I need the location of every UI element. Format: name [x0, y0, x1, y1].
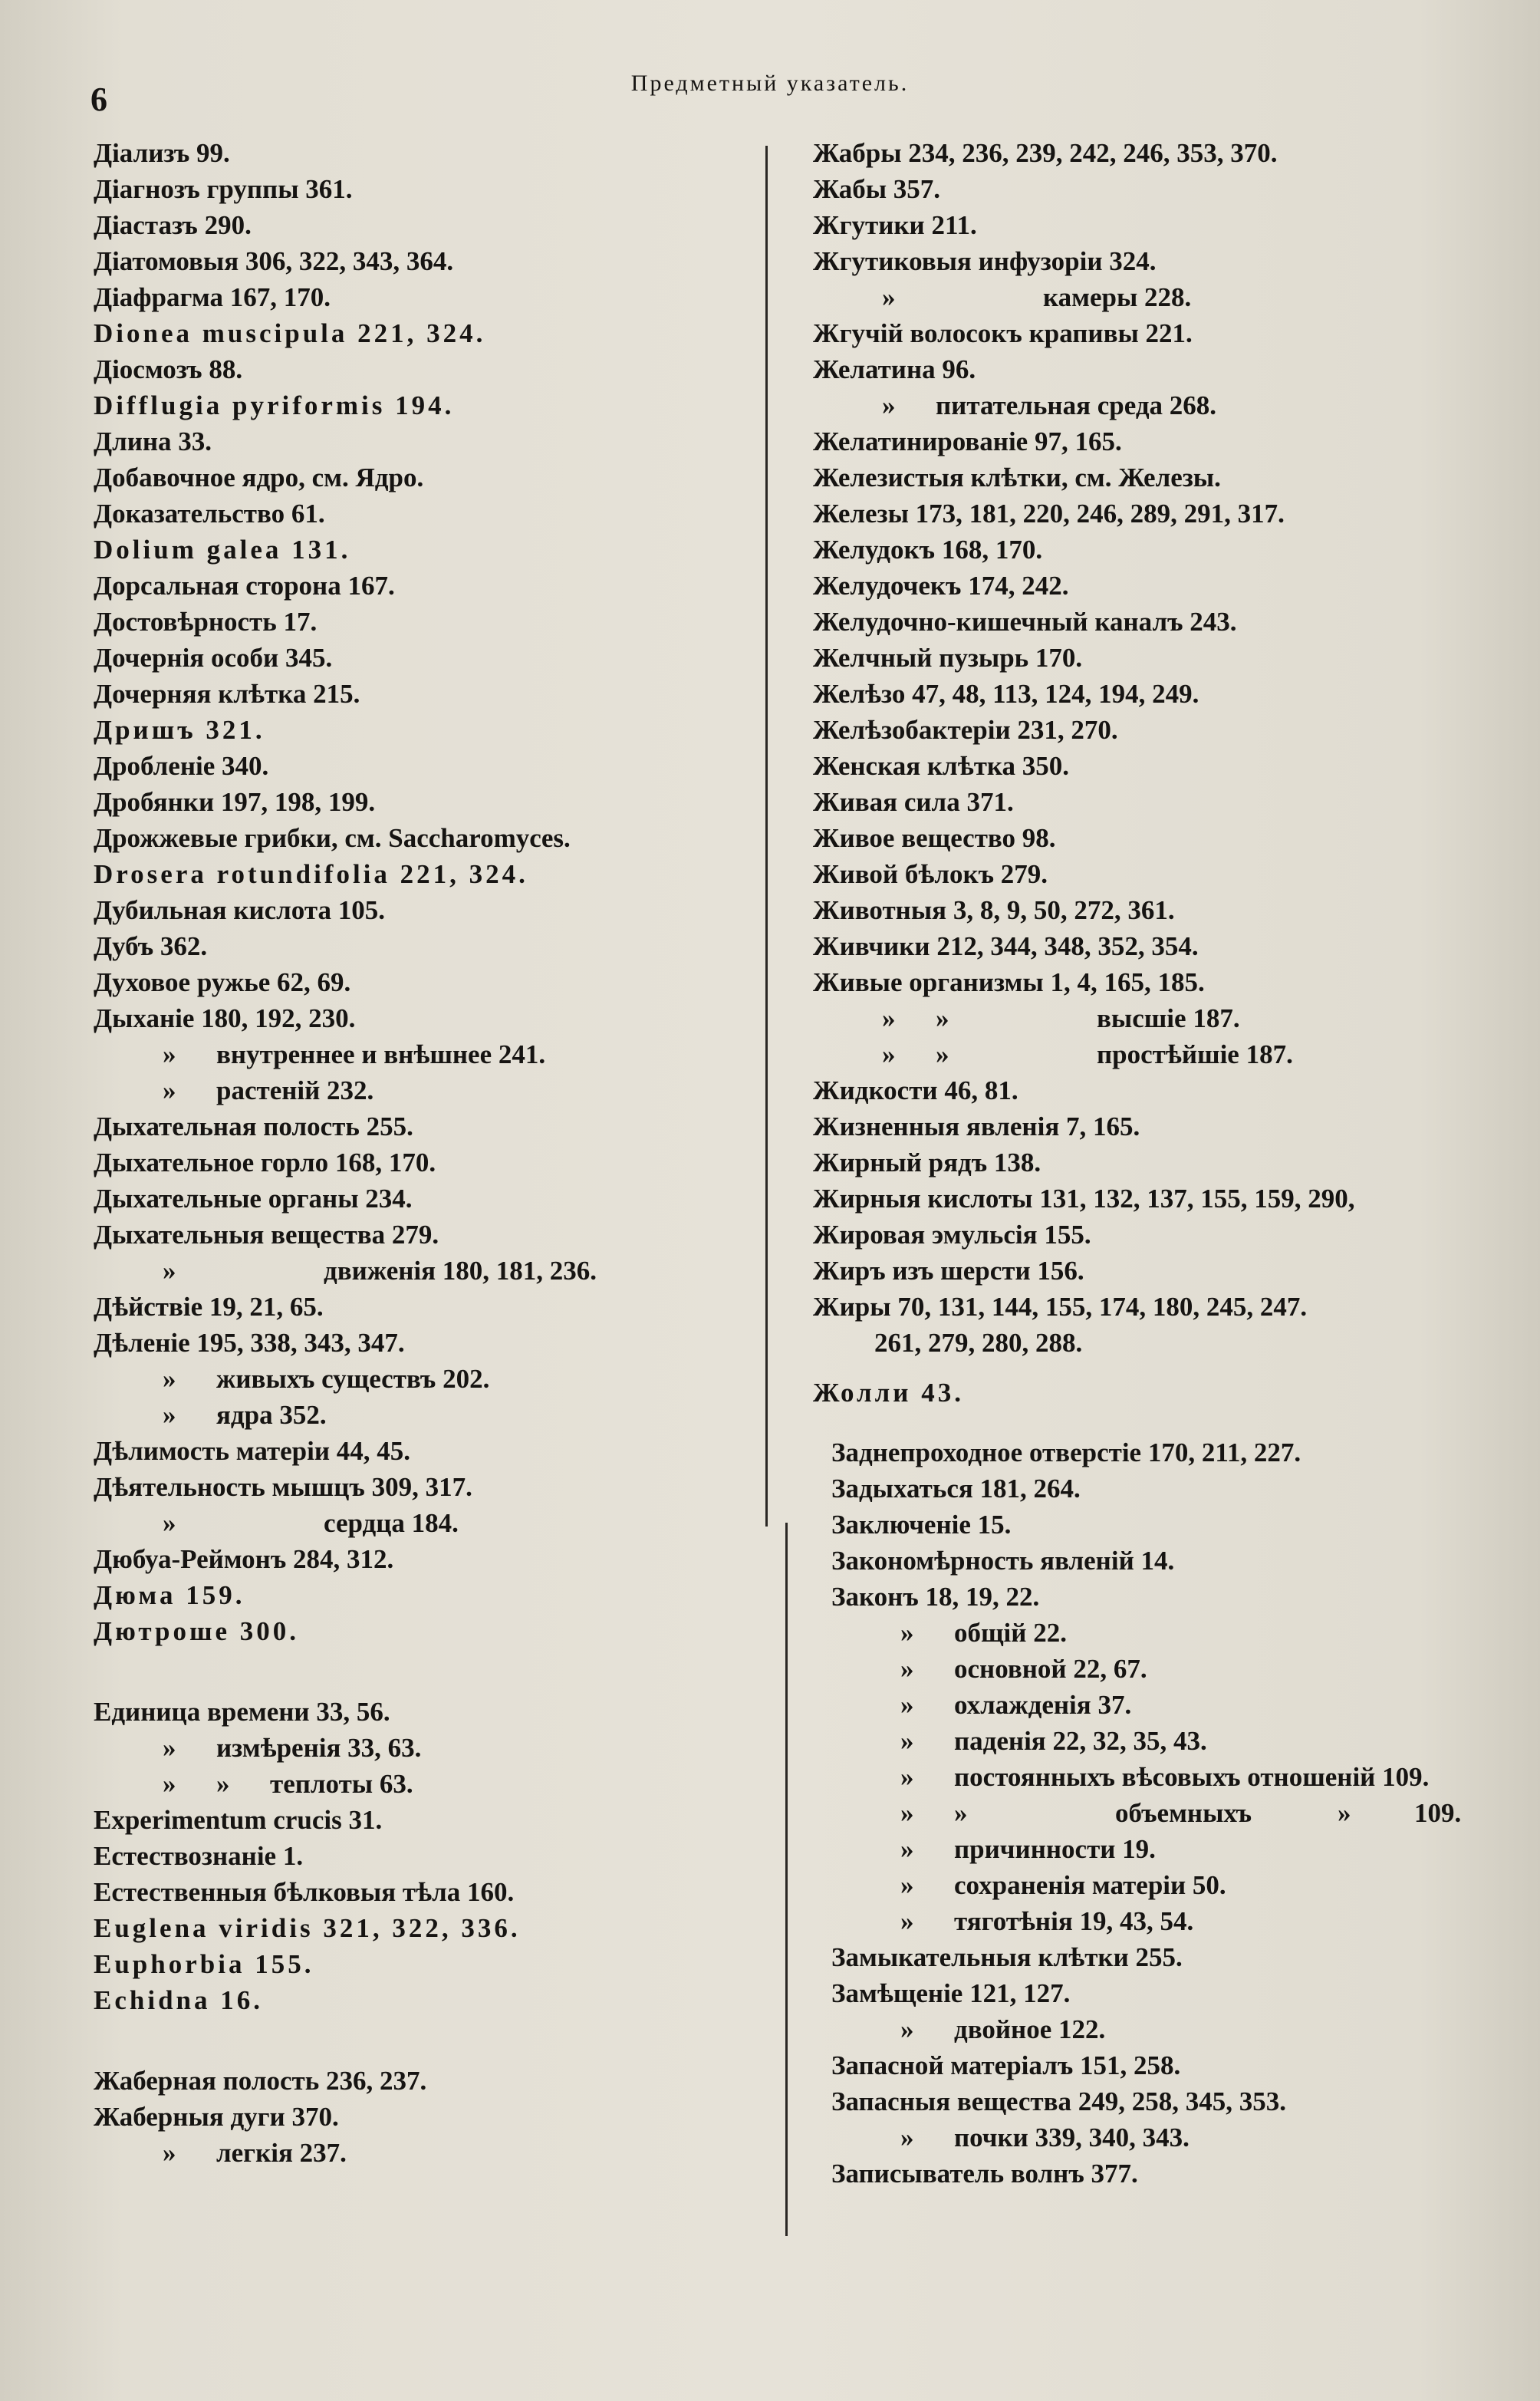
index-entry: Дочернія особи 345.	[94, 643, 333, 673]
subentry-text: высшіе 187.	[1097, 1003, 1240, 1033]
ditto-mark: »	[163, 1769, 176, 1799]
index-entry: Единица времени 33, 56.	[94, 1697, 390, 1727]
ditto-mark: »	[882, 1039, 896, 1069]
index-entry: Желатина 96.	[813, 354, 976, 384]
index-subentry	[94, 1505, 761, 1541]
index-entry: Euglena viridis 321, 322, 336.	[94, 1913, 521, 1943]
index-entry-continuation: 261, 279, 280, 288.	[874, 1328, 1083, 1358]
subentry-text: общій 22.	[954, 1618, 1067, 1648]
index-entry: Запасныя вещества 249, 258, 345, 353.	[831, 2086, 1286, 2116]
subentry-text: теплоты 63.	[270, 1769, 413, 1799]
ditto-mark: »	[163, 1364, 176, 1394]
index-entry: Длина 33.	[94, 427, 212, 456]
index-entry: Жизненныя явленія 7, 165.	[813, 1112, 1140, 1141]
ditto-mark: »	[163, 1400, 176, 1430]
subentry-text: простѣйшіе 187.	[1097, 1039, 1293, 1069]
index-entry: Естествознаніе 1.	[94, 1841, 304, 1871]
index-subentry	[831, 1759, 1522, 1795]
ditto-mark: »	[216, 1769, 230, 1799]
ditto-mark: »	[954, 1798, 968, 1828]
index-entry: Дробянки 197, 198, 199.	[94, 787, 376, 817]
ditto-mark: »	[163, 1256, 176, 1286]
index-entry: Живая сила 371.	[813, 787, 1014, 817]
subentry-text: двойное 122.	[954, 2014, 1106, 2044]
index-entry: Drosera rotundifolia 221, 324.	[94, 859, 528, 889]
index-column-right-lower	[831, 1434, 1522, 2192]
index-entry: Законъ 18, 19, 22.	[831, 1582, 1040, 1612]
index-entry: Дыхательное горло 168, 170.	[94, 1148, 436, 1177]
index-entry: Дочерняя клѣтка 215.	[94, 679, 360, 709]
ditto-mark: »	[900, 1834, 914, 1864]
index-entry: Желатинированіе 97, 165.	[813, 427, 1122, 456]
index-entry: Дубъ 362.	[94, 931, 208, 961]
subentry-text: причинности 19.	[954, 1834, 1156, 1864]
index-entry: Живой бѣлокъ 279.	[813, 859, 1048, 889]
subentry-text: охлажденія 37.	[954, 1690, 1132, 1720]
ditto-mark: »	[900, 2014, 914, 2044]
index-entry: Жидкости 46, 81.	[813, 1075, 1018, 1105]
subentry-text: ядра 352.	[216, 1400, 327, 1430]
subentry-text: измѣренія 33, 63.	[216, 1733, 422, 1763]
ditto-mark: »	[936, 1003, 949, 1033]
index-subentry	[831, 1615, 1522, 1651]
ditto-mark: »	[900, 1870, 914, 1900]
subentry-text: паденія 22, 32, 35, 43.	[954, 1726, 1207, 1756]
subentry-pages: 109.	[1414, 1798, 1462, 1828]
index-entry: Заключеніе 15.	[831, 1510, 1012, 1540]
index-entry: Замыкательныя клѣтки 255.	[831, 1942, 1183, 1972]
index-entry: Дробленіе 340.	[94, 751, 269, 781]
ditto-mark: »	[900, 1906, 914, 1936]
index-subentry	[831, 1795, 1522, 1831]
index-entry: Echidna 16.	[94, 1985, 263, 2015]
index-subentry	[831, 1903, 1522, 1939]
ditto-mark: »	[1338, 1798, 1351, 1828]
index-subentry	[813, 1036, 1503, 1072]
ditto-mark: »	[882, 1003, 896, 1033]
index-entry: Жаберная полость 236, 237.	[94, 2066, 427, 2096]
index-subentry	[94, 1253, 761, 1289]
subentry-text: растеній 232.	[216, 1075, 374, 1105]
index-subentry	[94, 1036, 761, 1072]
ditto-mark: »	[900, 1762, 914, 1792]
index-entry: Замѣщеніе 121, 127.	[831, 1978, 1071, 2008]
index-entry: Жиры 70, 131, 144, 155, 174, 180, 245, 247.	[813, 1292, 1308, 1322]
index-entry: Діагнозъ группы 361.	[94, 174, 353, 204]
ditto-mark: »	[900, 1690, 914, 1720]
subentry-text: объемныхъ	[1115, 1798, 1252, 1828]
index-entry: Достовѣрность 17.	[94, 607, 318, 637]
index-entry: Дыхательная полость 255.	[94, 1112, 413, 1141]
index-entry: Жаберныя дуги 370.	[94, 2102, 339, 2132]
index-entry: Жгучій волосокъ крапивы 221.	[813, 318, 1193, 348]
index-entry: Difflugia pyriformis 194.	[94, 390, 455, 420]
index-entry: Дютроше 300.	[94, 1616, 300, 1646]
index-subentry	[813, 1000, 1503, 1036]
ditto-mark: »	[163, 1508, 176, 1538]
ditto-mark: »	[900, 1798, 914, 1828]
index-column-right	[813, 135, 1503, 1411]
index-entry: Діализъ 99.	[94, 138, 230, 168]
index-entry: Железы 173, 181, 220, 246, 289, 291, 317.	[813, 499, 1285, 529]
index-entry: Діастазъ 290.	[94, 210, 252, 240]
index-entry: Жировая эмульсія 155.	[813, 1220, 1091, 1250]
ditto-mark: »	[900, 1654, 914, 1684]
index-entry: Дыхательныя вещества 279.	[94, 1220, 439, 1250]
ditto-mark: »	[882, 390, 896, 420]
index-subentry	[813, 279, 1503, 315]
index-subentry	[94, 1766, 761, 1802]
index-subentry	[94, 1397, 761, 1433]
index-entry: Жирный рядъ 138.	[813, 1148, 1041, 1177]
index-entry: Естественныя бѣлковыя тѣла 160.	[94, 1877, 515, 1907]
index-entry: Діосмозъ 88.	[94, 354, 243, 384]
subentry-text: камеры 228.	[1043, 282, 1192, 312]
index-entry: Жгутиковыя инфузоріи 324.	[813, 246, 1157, 276]
index-subentry	[94, 1072, 761, 1108]
index-entry: Дыханіе 180, 192, 230.	[94, 1003, 356, 1033]
index-subentry	[813, 387, 1503, 423]
column-rule	[765, 146, 768, 1527]
running-head: Предметный указатель.	[630, 71, 910, 96]
index-entry: Записыватель волнъ 377.	[831, 2159, 1138, 2189]
section-gap	[813, 1361, 1503, 1375]
index-subentry	[831, 1651, 1522, 1687]
index-entry: Dionea muscipula 221, 324.	[94, 318, 486, 348]
index-entry: Женская клѣтка 350.	[813, 751, 1070, 781]
ditto-mark: »	[163, 1733, 176, 1763]
index-entry: Жирныя кислоты 131, 132, 137, 155, 159, 290,	[813, 1184, 1355, 1214]
index-entry: Желѣзобактеріи 231, 270.	[813, 715, 1118, 745]
index-entry: Euphorbia 155.	[94, 1949, 314, 1979]
subentry-text: основной 22, 67.	[954, 1654, 1147, 1684]
ditto-mark: »	[900, 1618, 914, 1648]
index-entry: Желудочекъ 174, 242.	[813, 571, 1069, 601]
index-entry: Жгутики 211.	[813, 210, 977, 240]
subentry-text: сердца 184.	[324, 1508, 459, 1538]
subentry-text: внутреннее и внѣшнее 241.	[216, 1039, 546, 1069]
index-entry: Добавочное ядро, см. Ядро.	[94, 463, 424, 492]
index-entry: Запасной матеріалъ 151, 258.	[831, 2050, 1181, 2080]
page-number: 6	[90, 81, 107, 118]
index-entry: Experimentum crucis 31.	[94, 1805, 383, 1835]
index-entry: Жолли 43.	[813, 1378, 964, 1408]
index-entry: Заднепроходное отверстіе 170, 211, 227.	[831, 1438, 1301, 1467]
index-subentry	[831, 2119, 1522, 2156]
index-entry: Дѣлимость матеріи 44, 45.	[94, 1436, 411, 1466]
ditto-mark: »	[882, 282, 896, 312]
index-subentry	[831, 1867, 1522, 1903]
index-entry: Діатомовыя 306, 322, 343, 364.	[94, 246, 454, 276]
ditto-mark: »	[163, 2138, 176, 2168]
index-entry: Діафрагма 167, 170.	[94, 282, 331, 312]
index-entry: Дубильная кислота 105.	[94, 895, 385, 925]
subentry-text: легкія 237.	[216, 2138, 347, 2168]
section-gap	[94, 2018, 761, 2063]
index-subentry	[831, 2011, 1522, 2047]
ditto-mark: »	[163, 1039, 176, 1069]
index-entry: Жиръ изъ шерсти 156.	[813, 1256, 1084, 1286]
ditto-mark: »	[936, 1039, 949, 1069]
index-column-left	[94, 135, 761, 2171]
index-entry: Дюма 159.	[94, 1580, 245, 1610]
index-entry: Доказательство 61.	[94, 499, 325, 529]
index-entry: Живое вещество 98.	[813, 823, 1056, 853]
index-subentry	[94, 2135, 761, 2171]
index-entry: Dolium galea 131.	[94, 535, 351, 565]
index-entry: Дюбуа-Реймонъ 284, 312.	[94, 1544, 394, 1574]
index-entry: Дорсальная сторона 167.	[94, 571, 395, 601]
ditto-mark: »	[900, 1726, 914, 1756]
ditto-mark: »	[900, 2123, 914, 2152]
index-entry: Желѣзо 47, 48, 113, 124, 194, 249.	[813, 679, 1199, 709]
section-gap	[94, 1649, 761, 1694]
index-subentry	[831, 1723, 1522, 1759]
index-subentry	[94, 1730, 761, 1766]
subentry-text: сохраненія матеріи 50.	[954, 1870, 1226, 1900]
subentry-text: питательная среда 268.	[936, 390, 1217, 420]
index-entry: Дришъ 321.	[94, 715, 265, 745]
index-subentry	[831, 1831, 1522, 1867]
subentry-text: тяготѣнія 19, 43, 54.	[954, 1906, 1194, 1936]
index-entry: Закономѣрность явленій 14.	[831, 1546, 1175, 1576]
index-entry: Желудокъ 168, 170.	[813, 535, 1043, 565]
index-entry: Дыхательные органы 234.	[94, 1184, 413, 1214]
subentry-text: постоянныхъ вѣсовыхъ отношеній 109.	[954, 1762, 1430, 1792]
index-entry: Жабры 234, 236, 239, 242, 246, 353, 370.	[813, 138, 1278, 168]
index-entry: Дѣятельность мышцъ 309, 317.	[94, 1472, 472, 1502]
index-entry: Железистыя клѣтки, см. Железы.	[813, 463, 1221, 492]
subentry-text: живыхъ существъ 202.	[216, 1364, 490, 1394]
index-entry: Жабы 357.	[813, 174, 941, 204]
index-entry: Животныя 3, 8, 9, 50, 272, 361.	[813, 895, 1175, 925]
index-entry: Живчики 212, 344, 348, 352, 354.	[813, 931, 1199, 961]
subentry-text: почки 339, 340, 343.	[954, 2123, 1190, 2152]
index-entry: Задыхаться 181, 264.	[831, 1474, 1081, 1504]
index-entry: Желчный пузырь 170.	[813, 643, 1083, 673]
column-rule	[785, 1523, 788, 2236]
subentry-text: движенія 180, 181, 236.	[324, 1256, 597, 1286]
index-entry: Желудочно-кишечный каналъ 243.	[813, 607, 1237, 637]
ditto-mark: »	[163, 1075, 176, 1105]
index-entry: Духовое ружье 62, 69.	[94, 967, 351, 997]
index-entry: Дѣйствіе 19, 21, 65.	[94, 1292, 324, 1322]
index-subentry	[94, 1361, 761, 1397]
index-entry: Дрожжевые грибки, см. Saccharomyces.	[94, 823, 571, 853]
index-entry: Дѣленіе 195, 338, 343, 347.	[94, 1328, 405, 1358]
index-entry: Живые организмы 1, 4, 165, 185.	[813, 967, 1205, 997]
index-subentry	[831, 1687, 1522, 1723]
